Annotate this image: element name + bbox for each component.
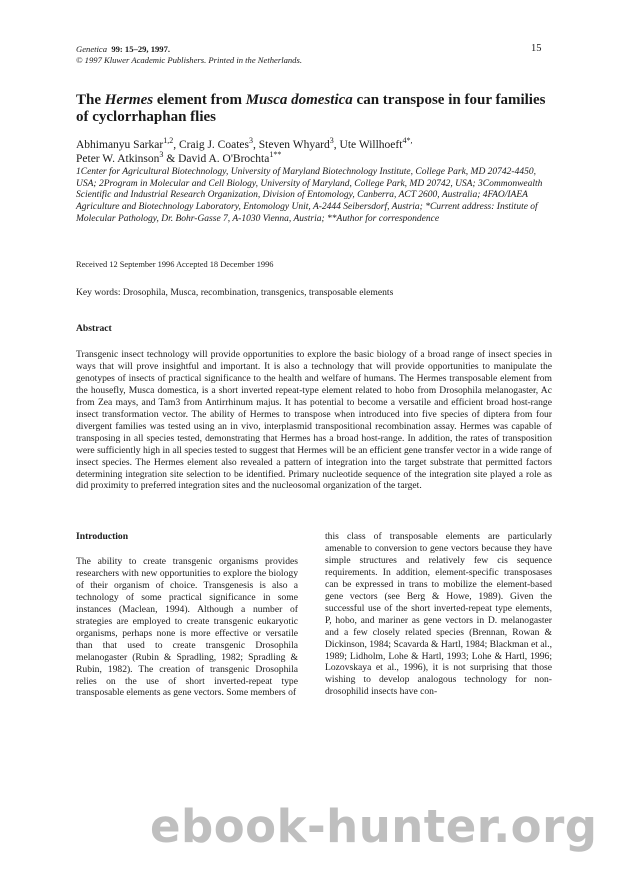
introduction-right-column: this class of transposable elements are particularly amenable to conversion to gene vectors because they have simple structures and relatively few cis sequence requirements. In addition, element-specific transposases can be expressed in trans to mobilize the element-based gene vectors (see Berg & Howe, 1989). Given the successful use of the short inverted-repeat type elements, P, hobo, and mariner as gene vectors in D. melanogaster and a few closely related species (Brennan, Rowan & Dickinson, 1984; Scavarda & Hartl, 1984; Blackman et al., 1989; Lidholm, Lohe & Hartl, 1993; Lohe & Hartl, 1996; Lozovskaya et al., 1996), it is not surprising that those wishing to develop analogous technology for non-drosophilid insects have con-	[325, 531, 552, 698]
introduction-heading: Introduction	[76, 531, 129, 542]
journal-header	[76, 44, 546, 66]
author-list: Abhimanyu Sarkar$^{1,2}$, Craig J. Coates$^3$, Steven Whyard$^3$, Ute Willhoeft$^{4*,}$ Peter W. Atkinson$^3$ & David A. O'Brochta$^{1**}$	[76, 136, 413, 165]
abstract-heading: Abstract	[76, 323, 112, 334]
journal-citation	[76, 44, 546, 55]
page-number: 15	[531, 43, 542, 54]
abstract-text: Transgenic insect technology will provide opportunities to explore the basic biology of a broad range of insect species in ways that will prove insightful and important. It is also a technology that will provide opportunities to manipulate the genotypes of insects of practical significance to the health and welfare of humans. The Hermes transposable element from the housefly, Musca domestica, is a short inverted repeat-type element related to hobo from Drosophila melanogaster, Ac from Zea mays, and Tam3 from Antirrhinum majus. It has potential to become a versatile and efficient broad host-range insect transformation vector. The ability of Hermes to transpose when introduced into five species of diptera from four divergent families was tested using an in vivo, interplasmid transpositional recombination assay. Hermes was capable of transposing in all species tested, demonstrating that Hermes has a broad host-range. In addition, the rates of transposition were sufficiently high in all species tested to suggest that Hermes will be an efficient gene transfer vector in a wide range of insect species. The Hermes element also revealed a pattern of integration into the target substrate that permitted factors determining integration site selection to be identified. Primary nucleotide sequence of the integration site played a role as did proximity to preferred integration sites and the nucleosomal organization of the target.	[76, 349, 552, 492]
received-dates: Received 12 September 1996 Accepted 18 December 1996	[76, 260, 274, 269]
introduction-left-column: The ability to create transgenic organisms provides researchers with new opportunities to explore the biology of their organism of choice. Transgenesis is also a technology of some practical significance in some instances (Maclean, 1994). Although a number of strategies are employed to create transgenic eukaryotic organisms, perhaps none is more effective or versatile than that used to create transgenic Drosophila melanogaster (Rubin & Spradling, 1982; Spradling & Rubin, 1982). The creation of transgenic Drosophila relies on the use of short inverted-repeat type transposable elements as gene vectors. Some members of	[76, 556, 298, 699]
paper-title: The Hermes element from Musca domestica can transpose in four families of cyclorrhaphan flies	[76, 92, 546, 125]
title-hermes: Hermes	[104, 92, 154, 108]
journal-issue: 99: 15–29, 1997.	[111, 44, 171, 54]
keywords: Key words: Drosophila, Musca, recombination, transgenics, transposable elements	[76, 287, 394, 298]
affiliations: 1Center for Agricultural Biotechnology, University of Maryland Biotechnology Institute, College Park, MD 20742-4450, USA; 2Program in Molecular and Cell Biology, University of Maryland, College Park, MD 20742, USA; 3Commonwealth Scientific and Industrial Research Organization, Division of Entomology, Canberra, ACT 2600, Australia; 4FAO/IAEA Agriculture and Biotechnology Laboratory, Entomology Unit, A-2444 Seibersdorf, Austria; *Current address: Institute of Molecular Pathology, Dr. Bohr-Gasse 7, A-1030 Vienna, Austria; **Author for correspondence	[76, 167, 543, 224]
journal-name: Genetica	[76, 44, 108, 54]
watermark-text: ebook-hunter.org	[150, 800, 598, 853]
title-species: Musca domestica	[245, 92, 353, 108]
copyright-line: © 1997 Kluwer Academic Publishers. Printed in the Netherlands.	[76, 55, 302, 65]
